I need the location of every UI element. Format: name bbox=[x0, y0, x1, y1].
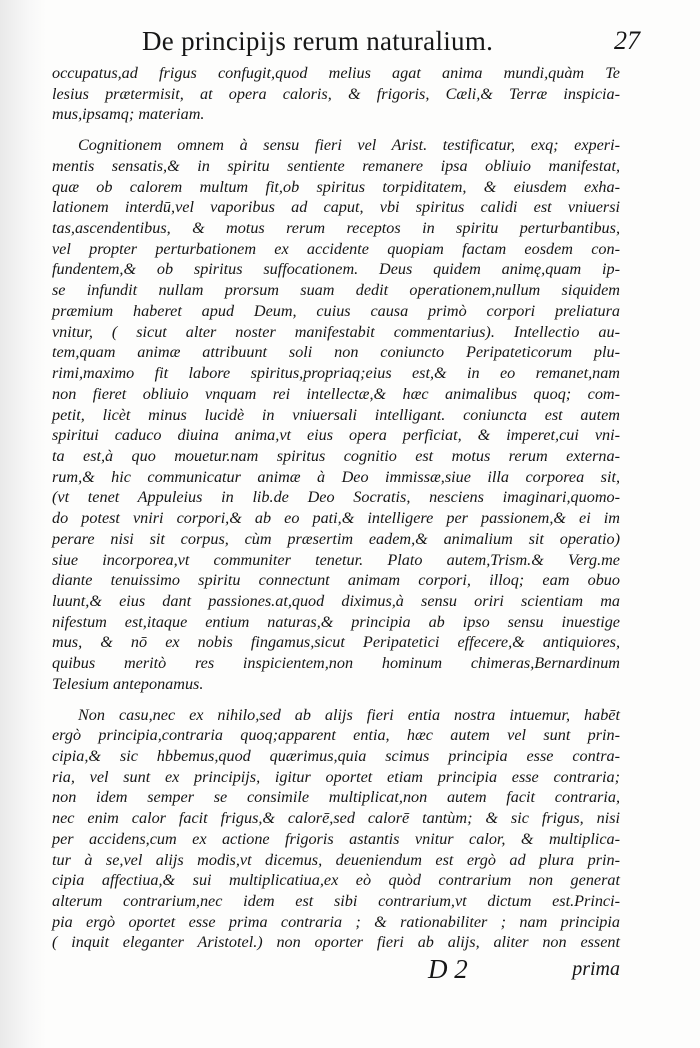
text-line: fundentem,& ob spiritus suffocationem. Deus quidem animę,quam ip- bbox=[52, 260, 620, 279]
text-line: quibus meritò res inspicientem,non hominum chimeras,Bernardinum bbox=[52, 654, 620, 673]
text-line: nifestum est,itaque entium naturas,& principia ab ipso sensu inuestige bbox=[52, 612, 620, 631]
text-line: spiritui caduco diuina anima,vt eius opera perficiat, & imperet,cui vni- bbox=[52, 426, 620, 445]
text-line: per accidens,cum ex actione frigoris astantis vnitur calor, & multiplica- bbox=[52, 829, 620, 848]
signature-mark: D 2 bbox=[428, 954, 468, 984]
text-line: (vt tenet Appuleius in lib.de Deo Socratis, nesciens imaginari,quomo- bbox=[52, 488, 620, 507]
text-line: ergò principia,contraria quoq;apparent entia, hæc autem vel sunt prin- bbox=[52, 726, 620, 745]
page-header bbox=[80, 22, 640, 62]
text-line: tas,ascendentibus, & motus rerum receptos in spiritu perturbantibus, bbox=[52, 219, 620, 238]
paragraph bbox=[52, 705, 620, 954]
text-line: non idem semper se consimile multiplicat,non autem facit contraria, bbox=[52, 788, 620, 807]
text-line: vnitur, ( sicut alter noster manifestabit commentarius). Intellectio au- bbox=[52, 322, 620, 341]
text-line: diante tenuissimo spiritu connectunt animam corpori, illoq; eam obuo bbox=[52, 571, 620, 590]
text-line: luunt,& eius dant passiones.at,quod diximus,à sensu oriri scientiam ma bbox=[52, 591, 620, 610]
text-line: Cognitionem omnem à sensu fieri vel Arist. testificatur, exq; experi- bbox=[78, 136, 620, 155]
text-line: præmium haberet apud Deum, cuius causa primò corpori preliatura bbox=[52, 301, 620, 320]
text-line: cipia,& sic hbbemus,quod quærimus,quia scimus principia esse contra- bbox=[52, 747, 620, 765]
text-line: do potest vniri corpori,& ab eo pati,& intelligere per passionem,& ei im bbox=[52, 509, 620, 528]
text-line: rimi,maximo fit labore spiritus,propriaq;eius est,& in eo remanet,nam bbox=[52, 364, 620, 383]
page-number: 27 bbox=[614, 26, 640, 55]
catchword: prima bbox=[572, 958, 620, 980]
text-line: mus,ipsamq; materiam. bbox=[52, 105, 205, 124]
running-title: De principijs rerum naturalium. bbox=[142, 26, 494, 56]
text-line: occupatus,ad frigus confugit,quod melius agat anima mundi,quàm Te bbox=[52, 64, 620, 82]
body-text bbox=[52, 63, 620, 953]
text-line: perare nisi sit corpus, cùm præsertim eadem,& animalium sit operatio) bbox=[52, 529, 620, 548]
text-line: se infundit nullam prorsum suam dedit operationem,nullum siquidem bbox=[52, 281, 620, 300]
text-line: tur à se,vel alijs modis,vt dicemus, deueniendum est ergò ad plura prin- bbox=[52, 850, 620, 869]
gutter-shadow bbox=[0, 0, 46, 1048]
text-line: ta est,à quo mouetur.nam spiritus cognitio est motus rerum externa- bbox=[52, 446, 620, 465]
page-footer bbox=[420, 954, 620, 986]
text-line: Non casu,nec ex nihilo,sed ab alijs fieri entia nostra intuemur, habēt bbox=[78, 705, 620, 724]
text-line: non fieret obliuio vnquam rei intellectæ,& hæc animalibus quoq; com- bbox=[52, 384, 620, 403]
text-line: tem,quam animæ attribuunt soli non coniuncto Peripateticorum plu- bbox=[52, 343, 620, 362]
text-line: mentis sensatis,& in spiritu sentiente remanere ipsa obliuio manifestat, bbox=[52, 156, 620, 175]
text-line: lesius prætermisit, at opera caloris, & frigoris, Cæli,& Terræ inspicia- bbox=[52, 84, 620, 103]
paragraph-gap bbox=[52, 125, 620, 135]
text-line: siue incorporea,vt communiter tenetur. Plato autem,Trism.& Verg.me bbox=[52, 550, 620, 569]
paragraph bbox=[52, 135, 620, 694]
text-line: lationem interdū,vel vaporibus ad caput, vbi spiritus calidi est vniuersi bbox=[52, 198, 620, 217]
paragraph-gap bbox=[52, 695, 620, 705]
text-line: quæ ob calorem multum fit,ob spiritus torpiditatem, & eiusdem exha- bbox=[52, 177, 620, 196]
text-line: ( inquit eleganter Aristotel.) non oporter fieri ab alijs, aliter non essent bbox=[52, 933, 620, 952]
text-line: nec enim calor facit frigus,& calorē,sed calorē tantùm; & sic frigus, nisi bbox=[52, 809, 620, 828]
text-line: rum,& hic communicatur animæ à Deo immissæ,siue illa corporea sit, bbox=[52, 467, 620, 486]
text-line: ria, vel sunt ex principijs, igitur oportet etiam principia esse contraria; bbox=[52, 767, 620, 786]
text-line: pia ergò oportet esse prima contraria ; & rationabiliter ; nam principia bbox=[52, 912, 620, 931]
text-line: petit, licèt minus lucidè in vniuersali intelligant. coniuncta est autem bbox=[52, 405, 620, 424]
text-line: mus, & nō ex nobis fingamus,sicut Peripatetici effecere,& antiquiores, bbox=[52, 633, 620, 652]
text-line: cipia affectiua,& sui multiplicatiua,ex eò quòd contrarium non generat bbox=[52, 871, 620, 890]
text-line: alterum contrarium,nec idem est sibi contrarium,vt dictum est.Princi- bbox=[52, 892, 620, 911]
text-line: Telesium anteponamus. bbox=[52, 674, 204, 693]
text-line: vel propter perturbationem ex accidente quopiam factam eosdem con- bbox=[52, 239, 620, 258]
paragraph bbox=[52, 63, 620, 125]
